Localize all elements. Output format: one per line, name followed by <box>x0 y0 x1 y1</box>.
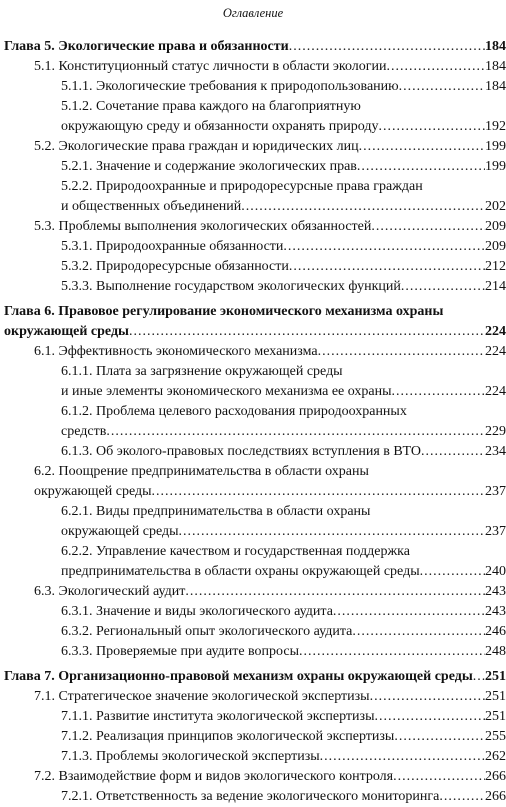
toc-leader-dots <box>473 667 485 686</box>
toc-leader-dots <box>152 482 485 501</box>
toc-page-number: 224 <box>485 384 506 399</box>
toc-entry-text: 7.2.1. Ответственность за ведение экологического мониторинга <box>61 789 440 804</box>
toc-leader-dots <box>333 602 485 621</box>
toc-entry-text: 5.1.2. Сочетание права каждого на благоприятную <box>61 99 361 114</box>
toc-entry-text: предпринимательства в области охраны окружающей среды <box>61 564 420 579</box>
toc-page-number: 202 <box>485 199 506 214</box>
toc-leader-dots <box>318 342 485 361</box>
toc-section <box>0 342 506 361</box>
toc-page-number: 237 <box>485 524 506 539</box>
toc-leader-dots <box>393 767 485 786</box>
toc-leader-dots <box>359 137 485 156</box>
toc-entry-text: 6.2.2. Управление качеством и государственная поддержка <box>61 544 410 559</box>
toc-entry-text: 6.2.1. Виды предпринимательства в области охраны <box>61 504 371 519</box>
toc-entry-text: 6.1.3. Об эколого-правовых последствиях вступления в ВТО <box>61 444 422 459</box>
toc-section <box>0 462 506 501</box>
toc-subsection <box>0 787 506 806</box>
toc-page-number: 199 <box>485 139 506 154</box>
toc-entry-text: Глава 5. Экологические права и обязанности <box>4 39 289 54</box>
toc-entry-text: Глава 7. Организационно-правовой механизм охраны окружающей среды <box>4 669 473 684</box>
toc-page-number: 229 <box>485 424 506 439</box>
toc-subsection <box>0 402 506 441</box>
toc-page-number: 251 <box>485 689 506 704</box>
toc-entry-text: 6.3.1. Значение и виды экологического аудита <box>61 604 333 619</box>
toc-entry-text: 6.3.2. Региональный опыт экологического аудита <box>61 624 353 639</box>
toc-page-number: 212 <box>485 259 506 274</box>
toc-page-number: 251 <box>485 669 506 684</box>
toc-leader-dots <box>185 582 485 601</box>
toc-subsection <box>0 237 506 256</box>
toc-entry-text: 6.2. Поощрение предпринимательства в области охраны <box>34 464 369 479</box>
toc-entry-text: средств <box>61 424 107 439</box>
toc-page-number: 237 <box>485 484 506 499</box>
toc-subsection <box>0 502 506 541</box>
toc-chapter <box>0 667 506 686</box>
toc-page-number: 214 <box>485 279 506 294</box>
toc-entry-text: 5.2.1. Значение и содержание экологических прав <box>61 159 357 174</box>
toc-chapter <box>0 302 506 341</box>
toc-leader-dots <box>357 157 485 176</box>
toc-page-number: 209 <box>485 239 506 254</box>
toc-page-number: 251 <box>485 709 506 724</box>
toc-page-number: 199 <box>485 159 506 174</box>
toc-page-number: 266 <box>485 789 506 804</box>
toc-entry-text: окружающей среды <box>34 484 152 499</box>
toc-subsection <box>0 77 506 96</box>
toc-entry-text: 5.1. Конституционный статус личности в области экологии <box>34 59 387 74</box>
toc-subsection <box>0 602 506 621</box>
toc-leader-dots <box>386 57 485 76</box>
toc-leader-dots <box>289 37 485 56</box>
toc-leader-dots <box>379 117 486 136</box>
toc-page-number: 243 <box>485 584 506 599</box>
toc-page-number: 240 <box>485 564 506 579</box>
toc-entry-text: 6.3.3. Проверяемые при аудите вопросы <box>61 644 300 659</box>
toc-entry-text: 5.3.2. Природоресурсные обязанности <box>61 259 289 274</box>
toc-chapter <box>0 37 506 56</box>
toc-entry-text: 6.1. Эффективность экономического механизма <box>34 344 318 359</box>
toc-page-number: 262 <box>485 749 506 764</box>
toc-section <box>0 767 506 786</box>
toc-entry-text: 6.1.1. Плата за загрязнение окружающей среды <box>61 364 343 379</box>
toc-entry-text: 5.1.1. Экологические требования к природопользованию <box>61 79 399 94</box>
toc-page-number: 184 <box>485 39 506 54</box>
toc-page-number: 224 <box>485 344 506 359</box>
toc-subsection <box>0 257 506 276</box>
toc-section <box>0 57 506 76</box>
toc-page-number: 224 <box>485 324 506 339</box>
toc-entry-text: 7.1. Стратегическое значение экологической экспертизы <box>34 689 370 704</box>
table-of-contents <box>0 37 506 807</box>
toc-subsection <box>0 622 506 641</box>
toc-leader-dots <box>352 622 485 641</box>
toc-page-number: 255 <box>485 729 506 744</box>
toc-page-number: 209 <box>485 219 506 234</box>
toc-subsection <box>0 642 506 661</box>
toc-entry-text: и общественных объединений <box>61 199 242 214</box>
toc-subsection <box>0 707 506 726</box>
toc-entry-text: 7.2. Взаимодействие форм и видов экологического контроля <box>34 769 394 784</box>
toc-entry-text: 5.2. Экологические права граждан и юридических лиц <box>34 139 359 154</box>
toc-leader-dots <box>399 77 485 96</box>
toc-page-number: 192 <box>485 119 506 134</box>
toc-page-number: 184 <box>485 79 506 94</box>
toc-leader-dots <box>179 522 485 541</box>
toc-subsection <box>0 542 506 581</box>
toc-section <box>0 217 506 236</box>
toc-entry-text: окружающей среды <box>61 524 179 539</box>
toc-leader-dots <box>401 277 485 296</box>
toc-subsection <box>0 97 506 136</box>
toc-subsection <box>0 177 506 216</box>
toc-leader-dots <box>374 707 485 726</box>
toc-leader-dots <box>283 237 485 256</box>
toc-entry-text: 5.3. Проблемы выполнения экологических обязанностей <box>34 219 372 234</box>
toc-leader-dots <box>320 747 485 766</box>
toc-entry-text: окружающей среды <box>4 324 129 339</box>
toc-subsection <box>0 157 506 176</box>
toc-subsection <box>0 747 506 766</box>
toc-entry-text: Глава 6. Правовое регулирование экономического механизма охраны <box>4 304 444 319</box>
page-header: Оглавление <box>222 6 284 20</box>
toc-leader-dots <box>392 382 485 401</box>
toc-entry-text: 6.3. Экологический аудит <box>34 584 186 599</box>
toc-subsection <box>0 362 506 401</box>
toc-section <box>0 687 506 706</box>
toc-subsection <box>0 442 506 461</box>
toc-entry-text: 5.2.2. Природоохранные и природоресурсные права граждан <box>61 179 423 194</box>
toc-page-number: 246 <box>485 624 506 639</box>
toc-entry-text: окружающую среду и обязанности охранять природу <box>61 119 379 134</box>
toc-entry-text: 5.3.3. Выполнение государством экологических функций <box>61 279 401 294</box>
toc-leader-dots <box>394 727 485 746</box>
toc-entry-text: и иные элементы экономического механизма ее охраны <box>61 384 392 399</box>
toc-subsection <box>0 727 506 746</box>
toc-leader-dots <box>420 562 485 581</box>
toc-leader-dots <box>106 422 485 441</box>
toc-entry-text: 7.1.3. Проблемы экологической экспертизы <box>61 749 320 764</box>
toc-entry-text: 7.1.1. Развитие института экологической экспертизы <box>61 709 375 724</box>
toc-entry-text: 5.3.1. Природоохранные обязанности <box>61 239 284 254</box>
toc-leader-dots <box>371 217 485 236</box>
toc-leader-dots <box>439 787 485 806</box>
toc-leader-dots <box>370 687 485 706</box>
toc-leader-dots <box>241 197 485 216</box>
toc-section <box>0 582 506 601</box>
toc-page-number: 266 <box>485 769 506 784</box>
toc-page-number: 184 <box>485 59 506 74</box>
toc-leader-dots <box>129 322 485 341</box>
toc-subsection <box>0 277 506 296</box>
toc-entry-text: 7.1.2. Реализация принципов экологической экспертизы <box>61 729 395 744</box>
toc-leader-dots <box>299 642 485 661</box>
toc-leader-dots <box>421 442 485 461</box>
toc-page-number: 248 <box>485 644 506 659</box>
toc-entry-text: 6.1.2. Проблема целевого расходования природоохранных <box>61 404 407 419</box>
toc-page-number: 234 <box>485 444 506 459</box>
toc-page-number: 243 <box>485 604 506 619</box>
toc-leader-dots <box>289 257 485 276</box>
toc-section <box>0 137 506 156</box>
